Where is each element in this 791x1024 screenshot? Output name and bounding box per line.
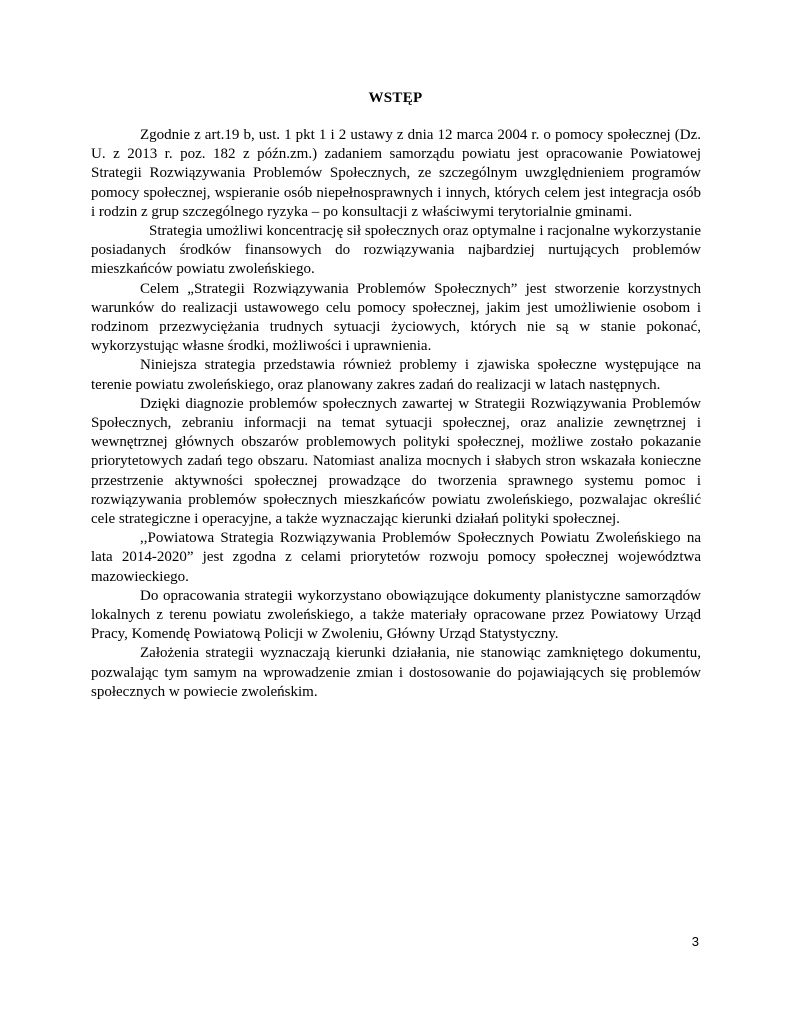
paragraph-compliance: ,,Powiatowa Strategia Rozwiązywania Problemów Społecznych Powiatu Zwoleńskiego na lata 2014-2020” jest zgodna z celami priorytetów rozwoju pomocy społecznej województwa mazowieckiego. <box>91 530 701 585</box>
paragraph-problems-overview: Niniejsza strategia przedstawia również problemy i zjawiska społeczne występujące na terenie powiatu zwoleńskiego, oraz planowany zakres zadań do realizacji w latach następnych. <box>91 357 701 393</box>
paragraph-sources: Do opracowania strategii wykorzystano obowiązujące dokumenty planistyczne samorządów lokalnych z terenu powiatu zwoleńskiego, a także materiały opracowane przez Powiatowy Urząd Pracy, Komendę Powiatową Policji w Zwoleniu, Główny Urząd Statystyczny. <box>91 587 701 643</box>
paragraph-strategy-purpose: Strategia umożliwi koncentrację sił społecznych oraz optymalne i racjonalne wykorzystanie posiadanych środków finansowych do rozwiązywania najbardziej nurtujących problemów mieszkańców powiatu zwoleńskiego. <box>91 223 701 278</box>
paragraph-assumptions: Założenia strategii wyznaczają kierunki działania, nie stanowiąc zamkniętego dokumentu, pozwalając tym samym na wprowadzenie zmian i dostosowanie do pojawiających się problemów społecznych w powiecie zwoleńskim. <box>91 645 701 700</box>
page-title: WSTĘP <box>368 90 423 106</box>
page-number: 3 <box>691 934 699 949</box>
paragraph-diagnosis: Dzięki diagnozie problemów społecznych zawartej w Strategii Rozwiązywania Problemów Społecznych, zebraniu informacji na temat sytuacji społecznej, oraz analizie zewnętrznej i wewnętrznej głównych obszarów problemowych polityki społecznej, możliwe zostało pokazanie priorytetowych zadań tego obszaru. Natomiast analiza mocnych i słabych stron wskazała konieczne przestrzenie aktywności społecznej prowadzące do tworzenia sprawnego systemu pomoc i rozwiązywania problemów społecznych mieszkańców powiatu zwoleńskiego, pozwalajac określić cele strategiczne i operacyjne, a także wyznaczając kierunki działań polityki społecznej. <box>91 395 701 528</box>
paragraph-strategy-goal: Celem „Strategii Rozwiązywania Problemów Społecznych” jest stworzenie korzystnych warunków do realizacji ustawowego celu pomocy społecznej, jakim jest umożliwienie osobom i rodzinom przezwyciężania trudnych sytuacji życiowych, których nie są w stanie pokonać, wykorzystując własne środki, możliwości i uprawnienia. <box>91 280 701 355</box>
document-body <box>91 126 701 702</box>
paragraph-legal-basis: Zgodnie z art.19 b, ust. 1 pkt 1 i 2 ustawy z dnia 12 marca 2004 r. o pomocy społecznej (Dz. U. z 2013 r. poz. 182 z późn.zm.) zadaniem samorządu powiatu jest opracowanie Powiatowej Strategii Rozwiązywania Problemów Społecznych, ze szczególnym uwzględnieniem programów pomocy społecznej, wspieranie osób niepełnosprawnych i innych, których celem jest integracja osób i rodzin z grup szczególnego ryzyka – po konsultacji z właściwymi terytorialnie gminami. <box>91 127 701 220</box>
